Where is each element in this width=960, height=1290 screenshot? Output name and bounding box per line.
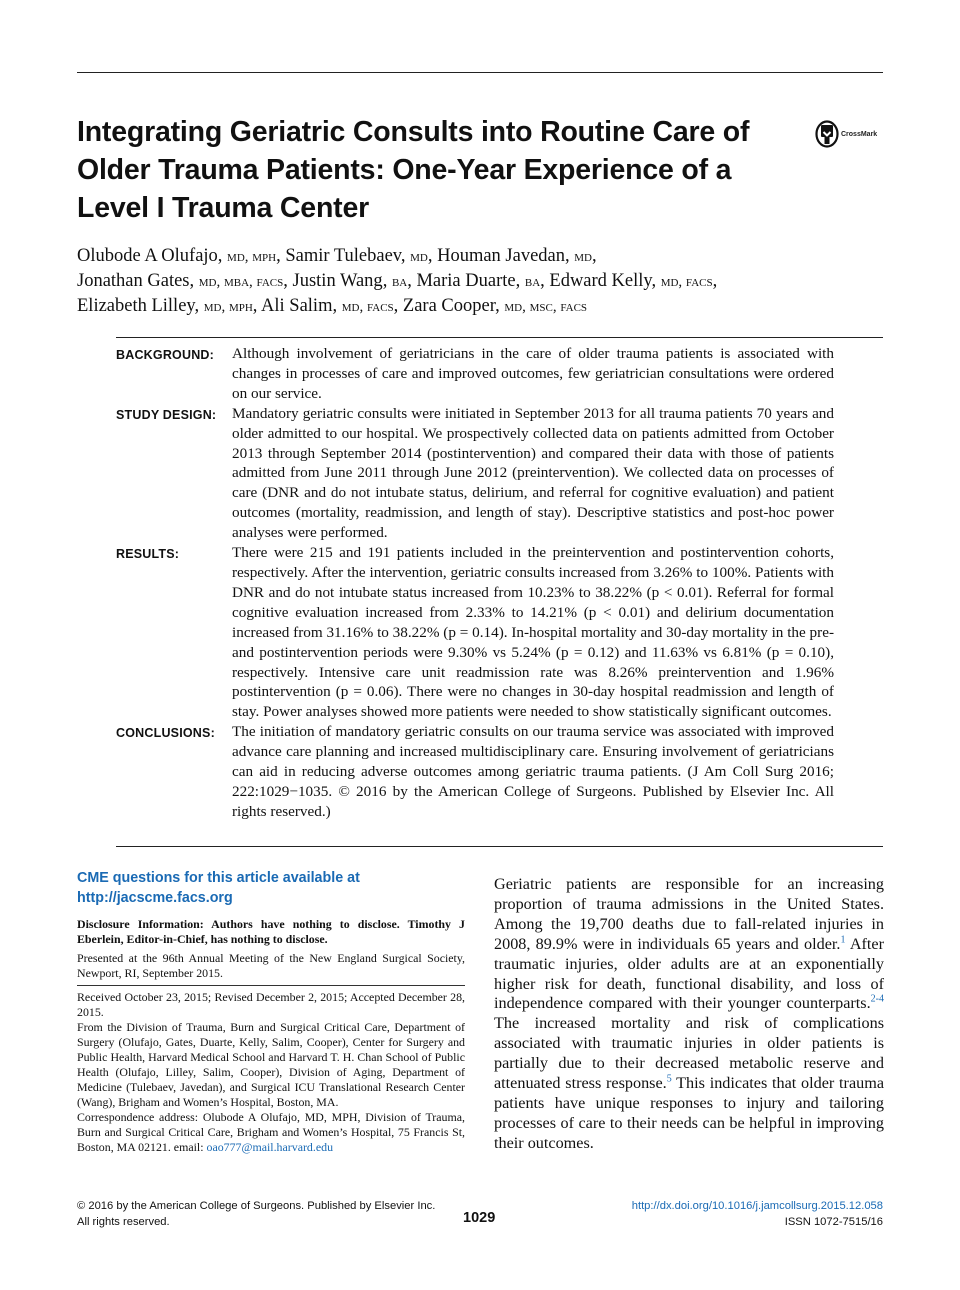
section-text: Mandatory geriatric consults were initiated in September 2013 for all trauma patients 70 years and older admitted to our hospital. We prospectively collected data on patients admitted from October 2013 through September 2014 (postintervention) and compared their data with those of patients admitted from June 2011 through June 2012 (preintervention). We collected data on processes of care (DNR and do not intubate status, delirium, and referral for cognitive evaluation) and patient outcomes (mortality, readmission, and length of stay). Descriptive statistics and post-hoc power analyses were performed. — [232, 404, 834, 542]
author-list — [77, 244, 887, 319]
cme-line: CME questions for this article available at — [77, 870, 360, 886]
article-title: Integrating Geriatric Consults into Routine Care of Older Trauma Patients: One-Year Experience of a Level I Trauma Center — [77, 116, 750, 224]
footer-identifiers — [632, 1199, 883, 1230]
top-rule — [77, 72, 883, 73]
author: Edward Kelly, md, facs, — [549, 271, 718, 291]
abstract-results — [116, 543, 834, 722]
body-text: Geriatric patients are responsible for an increasing proportion of trauma admissions in the United States. Among the 19,700 deaths due to fall-related injuries in 2008, 89.9% were in individuals 65 years and older.$^1$ After traumatic injuries, older adults are at an exponentially higher risk for death, functional disability, and loss of independence compared with their younger counterparts.$^{2-4}$ The increased mortality and risk of complications associated with traumatic injuries in older patients is partially due to their decreased metabolic reserve and attenuated stress response.$^5$ This indicates that older trauma patients have unique responses to injury and tailoring processes of care to their needs can be helpful in improving their outcomes. — [494, 875, 885, 1152]
doi-link[interactable]: http://dx.doi.org/10.1016/j.jamcollsurg.2015.12.058 — [631, 1200, 883, 1212]
citation-ref[interactable]: 5 — [666, 1073, 672, 1085]
crossmark-icon — [815, 120, 839, 148]
section-label: RESULTS: — [116, 547, 180, 562]
author: Olubode A Olufajo, md, mph, — [77, 246, 286, 266]
author: Zara Cooper, md, msc, facs — [402, 296, 588, 316]
affiliation-note: From the Division of Trauma, Burn and Surgical Critical Care, Department of Surgery (Olufajo, Gates, Duarte, Kelly, Salim, Cooper), Center for Surgery and Public Health, Harvard Medical School and Harvard T. H. Chan School of Public Health (Olufajo, Lilley, Salim, Cooper), Division of Aging, Department of Medicine (Tulebaev, Javedan), and Surgical ICU Translational Research Center (Wang), Brigham and Women’s Hospital, Boston, MA. — [77, 1020, 465, 1109]
abstract-background — [116, 344, 834, 404]
abstract-study-design — [116, 404, 834, 543]
crossmark-label: CrossMark — [841, 130, 878, 138]
section-text: There were 215 and 191 patients included in the preintervention and postintervention cohorts, respectively. After the intervention, geriatric consults increased from 3.26% to 100%. Patients with DNR and do not intubate status increased from 10.23% to 38.22% (p < 0.01). Referral for formal cognitive evaluation increased from 2.33% to 14.21% (p < 0.01) and delirium documentation increased from 31.16% to 38.22% (p = 0.14). In-hospital mortality and 30-day mortality in the pre- and postintervention periods were 9.30% vs 5.24% (p = 0.12) and 11.63% vs 6.81% (p = 0.10), respectively. Intensive care unit readmission rate was 8.26% preintervention and 1.96% postintervention (p = 0.06). There were no changes in 30-day hospital readmission and length of stay. Power analyses showed more patients were needed to show statistically significant outcomes. — [232, 544, 834, 721]
page-number: 1029 — [463, 1210, 496, 1226]
abstract-bottom-rule — [116, 846, 883, 847]
notes-divider — [77, 985, 465, 986]
cme-notice — [77, 868, 465, 908]
abstract-top-rule — [116, 337, 883, 338]
author: Elizabeth Lilley, md, mph, — [77, 296, 262, 316]
citation-ref[interactable]: 1 — [840, 934, 846, 946]
author: Maria Duarte, ba, — [416, 271, 550, 291]
received-note: Received October 23, 2015; Revised December 2, 2015; Accepted December 28, 2015. — [77, 990, 465, 1019]
author: Ali Salim, md, facs, — [261, 296, 403, 316]
citation-ref[interactable]: 2-4 — [870, 994, 884, 1006]
email-link[interactable]: oao777@mail.harvard.edu — [206, 1140, 334, 1154]
issn: ISSN 1072-7515/16 — [784, 1215, 883, 1228]
abstract-conclusions — [116, 722, 834, 822]
author: Justin Wang, ba, — [292, 271, 417, 291]
correspondence-note: Correspondence address: Olubode A Olufajo, MD, MPH, Division of Trauma, Burn and Surgical Critical Care, Brigham and Women’s Hospital, 75 Francis St, Boston, MA 02121. email: oao777@mail.harvard.edu — [77, 1110, 465, 1154]
disclosure-note: Disclosure Information: Authors have nothing to disclose. Timothy J Eberlein, Editor-in-Chief, has nothing to disclose. — [77, 917, 465, 946]
section-label: CONCLUSIONS: — [116, 726, 215, 741]
author: Jonathan Gates, md, mba, facs, — [77, 271, 293, 291]
author: Samir Tulebaev, md, — [285, 246, 438, 266]
section-text: The initiation of mandatory geriatric consults on our trauma service was associated with improved advance care planning and increased multidisciplinary care. Ensuring involvement of geriatricians can aid in reducing adverse outcomes among geriatric trauma patients. (J Am Coll Surg 2016; 222:1029−1035. © 2016 by the American College of Surgeons. Published by Elsevier Inc. All rights reserved.) — [232, 723, 834, 820]
author: Houman Javedan, md, — [437, 246, 597, 266]
crossmark-badge[interactable] — [815, 120, 877, 148]
section-label: BACKGROUND: — [116, 348, 215, 362]
front-matter-notes — [77, 868, 465, 1155]
footer-copyright: © 2016 by the American College of Surgeons. Published by Elsevier Inc. All rights reserved. — [77, 1200, 436, 1228]
abstract — [116, 344, 834, 822]
section-text: Although involvement of geriatricians in the care of older trauma patients is associated with changes in processes of care and improved outcomes, few geriatrician consultations were ordered on our service. — [232, 345, 834, 402]
section-label: STUDY DESIGN: — [116, 407, 217, 422]
presented-note: Presented at the 96th Annual Meeting of the New England Surgical Society, Newport, RI, September 2015. — [77, 951, 465, 980]
cme-link[interactable]: http://jacscme.facs.org — [77, 890, 233, 906]
